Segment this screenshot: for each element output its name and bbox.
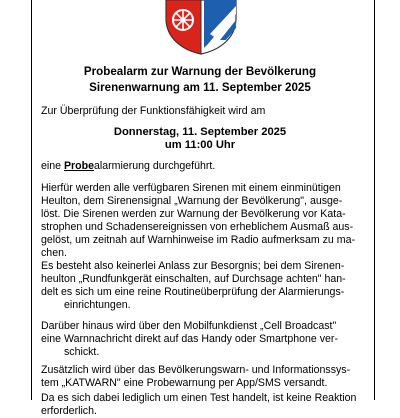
page-title-line-1: Probealarm zur Warnung der Bevölkerung xyxy=(83,65,317,78)
paragraph-siren-signal: Hierfür werden alle verfügbaren Sirenen mit einem einminütigen Heulton, dem Sirenensignal „Warnung der Bevölkerung", ausge- löst. Die Sirenen werden zur Warnung der Bevölkerung vor Kata- strophen und Schadensereignissen von erheblichem Ausmaß aus- gelöst, um zeitnah auf Warnhinweise im Radio aufmerksam zu ma- chen. xyxy=(41,182,356,259)
paragraph-cell-broadcast: Darüber hinaus wird über den Mobilfunkdienst „Cell Broadcast" eine Warnnachricht direkt auf das Handy oder Smartphone ver- schickt. xyxy=(41,320,338,358)
paragraph-katwarn: Zusätzlich wird über das Bevölkerungswarn- und Informationssys- tem „KATWARN" eine Probewarnung per App/SMS versandt. xyxy=(41,364,351,389)
date-line-1: Donnerstag, 11. September 2025 xyxy=(113,126,287,138)
page-title-line-2: Sirenenwarnung am 11. September 2025 xyxy=(89,81,311,94)
probe-emphasis: Probe xyxy=(63,160,95,172)
municipal-coat-of-arms-icon xyxy=(164,0,238,54)
paragraph-no-concern: Es besteht also keinerlei Anlass zur Besorgnis; bei dem Sirenen- heulton „Rundfunkgerät einschalten, auf Durchsage achten" han- delt es sich um eine reine Routineüberprüfung der Alarmierungs- einrichtungen. xyxy=(41,260,346,311)
date-line-2: um 11:00 Uhr xyxy=(164,139,236,151)
paragraph-cutoff: Da es sich dabei lediglich um einen Test handelt, ist keine Reaktion erforderlich. xyxy=(41,392,357,417)
intro-text: Zur Überprüfung der Funktionsfähigkeit wird am xyxy=(41,105,266,117)
performed-text: eine Probealarmierung durchgeführt. xyxy=(41,160,216,172)
